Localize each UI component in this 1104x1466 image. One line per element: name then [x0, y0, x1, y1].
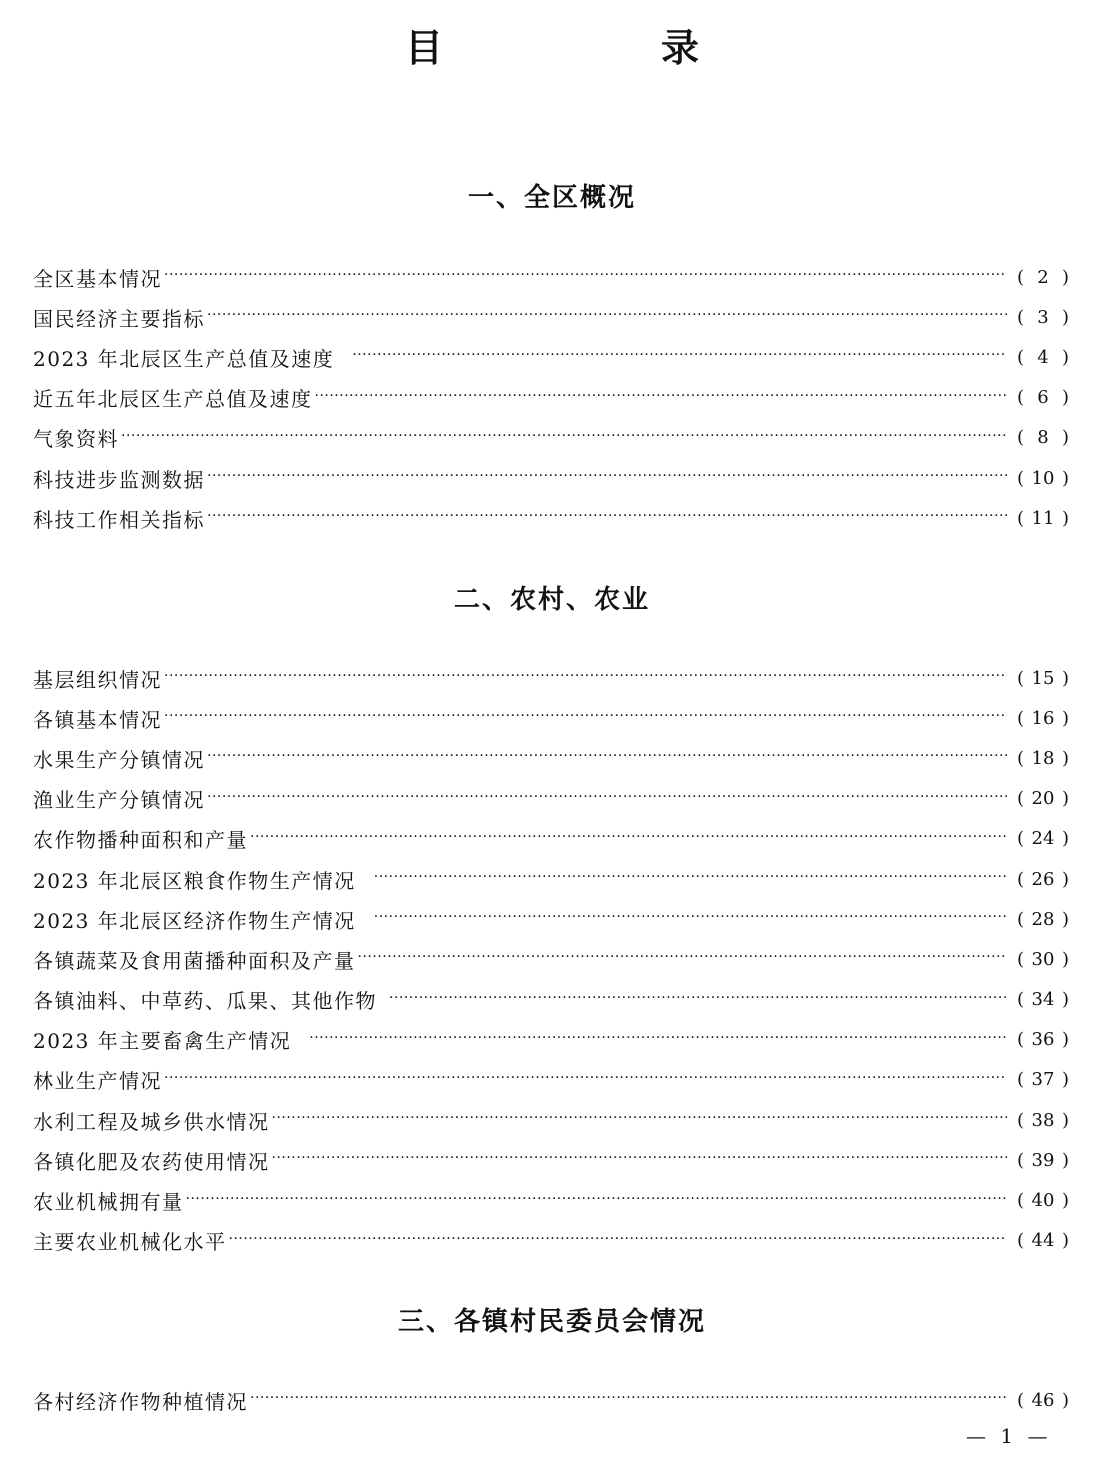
toc-leader-dots	[186, 1189, 1008, 1209]
toc-entry[interactable]	[33, 498, 1069, 538]
toc-entry-page	[1017, 1150, 1069, 1171]
open-paren: (	[1017, 427, 1025, 449]
open-paren: (	[1017, 868, 1025, 890]
open-paren: (	[1017, 1230, 1025, 1252]
toc-entry-label: 国民经济主要指标	[33, 306, 205, 331]
open-paren: (	[1017, 989, 1025, 1011]
close-paren: )	[1061, 667, 1069, 689]
toc-entry[interactable]	[33, 698, 1069, 738]
toc-leader-dots	[374, 867, 1007, 887]
toc-entry[interactable]	[33, 819, 1069, 859]
toc-entry-label: 林业生产情况	[33, 1069, 162, 1094]
toc-leader-dots	[164, 265, 1007, 285]
toc-entry-label: 2023 年北辰区生产总值及速度	[33, 346, 335, 371]
close-paren: )	[1061, 908, 1069, 930]
close-paren: )	[1061, 828, 1069, 850]
toc-entry[interactable]	[33, 939, 1069, 979]
close-paren: )	[1061, 1069, 1069, 1091]
toc-entry-page	[1017, 1190, 1069, 1211]
toc-entry[interactable]	[33, 1060, 1069, 1100]
toc-leader-dots	[250, 827, 1007, 847]
page-number: 2	[1037, 266, 1049, 288]
toc-leader-dots	[207, 466, 1007, 486]
toc-entry-label: 水果生产分镇情况	[33, 747, 205, 772]
section-heading-overview: 一、全区概况	[467, 183, 636, 213]
toc-list-overview	[33, 257, 1069, 538]
toc-leader-dots	[164, 666, 1007, 686]
open-paren: (	[1017, 948, 1025, 970]
close-paren: )	[1061, 1389, 1069, 1411]
open-paren: (	[1017, 346, 1025, 368]
toc-entry[interactable]	[33, 859, 1069, 899]
toc-entry-label: 主要农业机械化水平	[33, 1230, 227, 1255]
toc-entry-page	[1017, 788, 1069, 809]
open-paren: (	[1017, 306, 1025, 328]
page-number: 18	[1031, 747, 1055, 769]
toc-entry[interactable]	[33, 1140, 1069, 1180]
toc-entry[interactable]	[33, 257, 1069, 297]
open-paren: (	[1017, 467, 1025, 489]
close-paren: )	[1061, 1109, 1069, 1131]
toc-entry-page	[1017, 668, 1069, 689]
toc-entry-page	[1017, 307, 1069, 328]
toc-leader-dots	[207, 787, 1007, 807]
toc-entry-label: 渔业生产分镇情况	[33, 788, 205, 813]
toc-entry[interactable]	[33, 297, 1069, 337]
toc-leader-dots	[272, 1148, 1008, 1168]
toc-entry-page	[1017, 427, 1069, 448]
toc-list-village-committees	[33, 1380, 1069, 1420]
toc-entry-page	[1017, 1110, 1069, 1131]
page-number: 11	[1031, 507, 1055, 529]
close-paren: )	[1061, 868, 1069, 890]
close-paren: )	[1061, 266, 1069, 288]
open-paren: (	[1017, 507, 1025, 529]
toc-entry-page	[1017, 1390, 1069, 1411]
toc-entry-label: 科技工作相关指标	[33, 507, 205, 532]
toc-leader-dots	[389, 988, 1007, 1008]
toc-entry-page	[1017, 909, 1069, 930]
close-paren: )	[1061, 788, 1069, 810]
close-paren: )	[1061, 467, 1069, 489]
open-paren: (	[1017, 828, 1025, 850]
toc-entry[interactable]	[33, 980, 1069, 1020]
toc-leader-dots	[374, 907, 1007, 927]
page-number: 8	[1037, 427, 1049, 449]
page-number: 39	[1031, 1149, 1055, 1171]
toc-entry-label: 2023 年主要畜禽生产情况	[33, 1029, 292, 1054]
close-paren: )	[1061, 306, 1069, 328]
page-number: 6	[1037, 387, 1049, 409]
toc-entry-page	[1017, 828, 1069, 849]
toc-leader-dots	[207, 305, 1007, 325]
page-number: 38	[1031, 1109, 1055, 1131]
page-footer-number: — 1 —	[966, 1424, 1052, 1448]
close-paren: )	[1061, 387, 1069, 409]
toc-entry[interactable]	[33, 738, 1069, 778]
toc-leader-dots	[229, 1229, 1008, 1249]
toc-list-rural-agriculture	[33, 658, 1069, 1261]
toc-entry-label: 各镇蔬菜及食用菌播种面积及产量	[33, 948, 356, 973]
toc-entry[interactable]	[33, 458, 1069, 498]
close-paren: )	[1061, 1149, 1069, 1171]
toc-entry[interactable]	[33, 658, 1069, 698]
open-paren: (	[1017, 667, 1025, 689]
toc-entry-page	[1017, 949, 1069, 970]
toc-leader-dots	[164, 706, 1007, 726]
toc-entry-label: 农业机械拥有量	[33, 1190, 184, 1215]
toc-entry[interactable]	[33, 1100, 1069, 1140]
open-paren: (	[1017, 1389, 1025, 1411]
toc-leader-dots	[272, 1108, 1008, 1128]
open-paren: (	[1017, 707, 1025, 729]
toc-entry[interactable]	[33, 418, 1069, 458]
open-paren: (	[1017, 908, 1025, 930]
page-title: 目 录	[404, 26, 789, 70]
close-paren: )	[1061, 507, 1069, 529]
open-paren: (	[1017, 747, 1025, 769]
toc-leader-dots	[315, 386, 1008, 406]
toc-leader-dots	[164, 1068, 1007, 1088]
page-number: 40	[1031, 1190, 1055, 1212]
toc-entry[interactable]	[33, 1380, 1069, 1420]
open-paren: (	[1017, 1149, 1025, 1171]
page-number: 15	[1031, 667, 1055, 689]
section-heading-rural-agriculture: 二、农村、农业	[453, 585, 650, 615]
section-heading-village-committees: 三、各镇村民委员会情况	[397, 1307, 706, 1337]
toc-entry-page	[1017, 989, 1069, 1010]
open-paren: (	[1017, 1069, 1025, 1091]
toc-entry-label: 各村经济作物种植情况	[33, 1389, 248, 1414]
toc-entry-page	[1017, 267, 1069, 288]
close-paren: )	[1061, 948, 1069, 970]
page-number: 37	[1031, 1069, 1055, 1091]
page-number: 36	[1031, 1029, 1055, 1051]
toc-entry-label: 科技进步监测数据	[33, 467, 205, 492]
page-number: 3	[1037, 306, 1049, 328]
toc-entry-page	[1017, 387, 1069, 408]
close-paren: )	[1061, 989, 1069, 1011]
toc-entry-label: 各镇油料、中草药、瓜果、其他作物	[33, 989, 377, 1014]
close-paren: )	[1061, 346, 1069, 368]
page-number: 16	[1031, 707, 1055, 729]
page-number: 26	[1031, 868, 1055, 890]
page-number: 10	[1031, 467, 1055, 489]
toc-entry-label: 全区基本情况	[33, 266, 162, 291]
toc-leader-dots	[207, 746, 1007, 766]
toc-entry-page	[1017, 1029, 1069, 1050]
page-number: 28	[1031, 908, 1055, 930]
page-number: 30	[1031, 948, 1055, 970]
page-number: 34	[1031, 989, 1055, 1011]
toc-entry-page	[1017, 708, 1069, 729]
toc-entry-page	[1017, 468, 1069, 489]
toc-entry[interactable]	[33, 1020, 1069, 1060]
toc-entry-page	[1017, 1230, 1069, 1251]
toc-entry-label: 2023 年北辰区经济作物生产情况	[33, 908, 356, 933]
toc-entry[interactable]	[33, 899, 1069, 939]
toc-entry-page	[1017, 869, 1069, 890]
close-paren: )	[1061, 1230, 1069, 1252]
toc-entry-page	[1017, 508, 1069, 529]
page-number: 44	[1031, 1230, 1055, 1252]
toc-entry[interactable]	[33, 1221, 1069, 1261]
toc-leader-dots	[207, 506, 1007, 526]
toc-entry[interactable]	[33, 337, 1069, 377]
open-paren: (	[1017, 788, 1025, 810]
toc-entry-page	[1017, 748, 1069, 769]
toc-leader-dots	[358, 947, 1008, 967]
open-paren: (	[1017, 1109, 1025, 1131]
page-number: 24	[1031, 828, 1055, 850]
toc-entry[interactable]	[33, 1180, 1069, 1220]
open-paren: (	[1017, 1190, 1025, 1212]
close-paren: )	[1061, 1029, 1069, 1051]
page-number: 4	[1037, 346, 1049, 368]
toc-leader-dots	[352, 345, 1007, 365]
close-paren: )	[1061, 1190, 1069, 1212]
page-number: 46	[1031, 1389, 1055, 1411]
toc-leader-dots	[250, 1388, 1007, 1408]
toc-entry-page	[1017, 347, 1069, 368]
open-paren: (	[1017, 1029, 1025, 1051]
toc-entry-label: 各镇基本情况	[33, 707, 162, 732]
close-paren: )	[1061, 427, 1069, 449]
page-number: 20	[1031, 788, 1055, 810]
close-paren: )	[1061, 707, 1069, 729]
toc-entry-label: 基层组织情况	[33, 667, 162, 692]
toc-leader-dots	[309, 1028, 1007, 1048]
open-paren: (	[1017, 266, 1025, 288]
toc-entry-label: 气象资料	[33, 427, 119, 452]
toc-entry-label: 各镇化肥及农药使用情况	[33, 1149, 270, 1174]
toc-entry-label: 水利工程及城乡供水情况	[33, 1109, 270, 1134]
toc-entry-label: 农作物播种面积和产量	[33, 828, 248, 853]
toc-entry[interactable]	[33, 378, 1069, 418]
open-paren: (	[1017, 387, 1025, 409]
close-paren: )	[1061, 747, 1069, 769]
toc-entry-label: 2023 年北辰区粮食作物生产情况	[33, 868, 356, 893]
toc-entry-label: 近五年北辰区生产总值及速度	[33, 387, 313, 412]
toc-entry-page	[1017, 1069, 1069, 1090]
toc-entry[interactable]	[33, 779, 1069, 819]
toc-leader-dots	[121, 426, 1007, 446]
